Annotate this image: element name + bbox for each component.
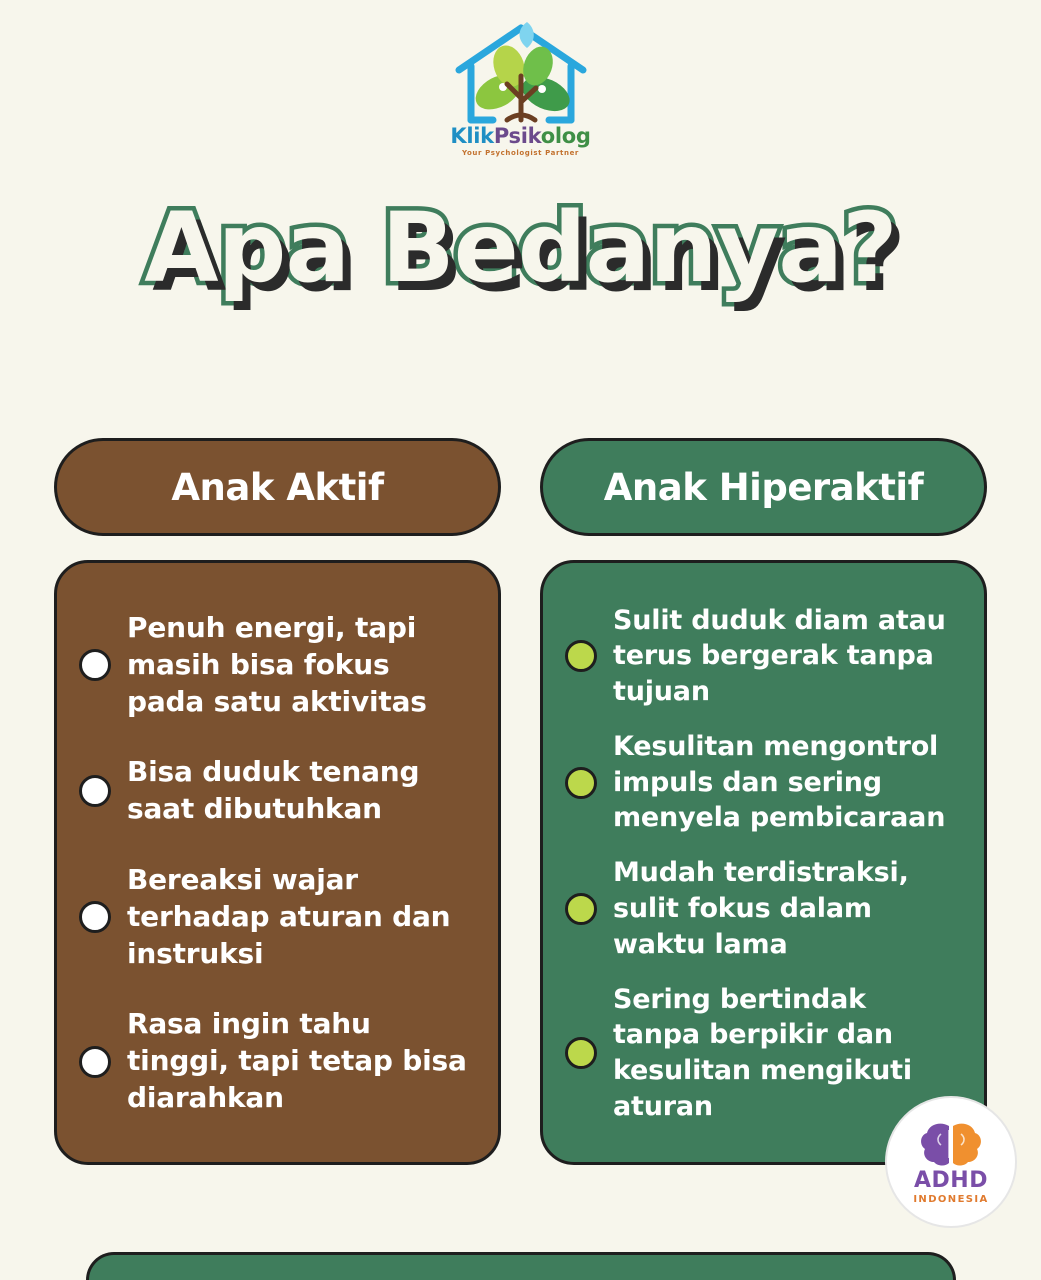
points-list-anak-hiperaktif — [565, 593, 958, 1134]
bullet-circle-icon — [79, 775, 111, 807]
point-text: Penuh energi, tapi masih bisa fokus pada satu aktivitas — [127, 610, 427, 718]
point-text: Sulit duduk diam atau terus bergerak tanpa tujuan — [613, 604, 946, 707]
bullet-circle-icon — [565, 640, 597, 672]
bullet-circle-icon — [79, 649, 111, 681]
point-text: Rasa ingin tahu tinggi, tapi tetap bisa diarahkan — [127, 1007, 467, 1115]
next-card-peek — [86, 1252, 956, 1280]
list-item — [565, 982, 958, 1125]
column-title-anak-hiperaktif: Anak Hiperaktif — [603, 465, 924, 509]
list-item — [79, 862, 472, 973]
list-item — [79, 754, 472, 828]
adhd-indonesia-badge — [885, 1096, 1017, 1228]
brand-name-part1: Klik — [450, 124, 494, 148]
column-header-anak-hiperaktif — [540, 438, 987, 536]
bullet-circle-icon — [79, 1046, 111, 1078]
point-text: Kesulitan mengontrol impuls dan sering menyela pembicaraan — [613, 731, 946, 834]
list-item — [565, 729, 958, 836]
bullet-circle-icon — [565, 893, 597, 925]
list-item — [565, 603, 958, 710]
headline-container — [0, 192, 1041, 304]
bullet-circle-icon — [79, 901, 111, 933]
column-body-anak-aktif — [54, 560, 501, 1165]
column-title-anak-aktif: Anak Aktif — [171, 465, 384, 509]
brand-tagline: Your Psychologist Partner — [461, 149, 579, 157]
column-anak-hiperaktif — [540, 438, 987, 1165]
points-list-anak-aktif — [79, 593, 472, 1134]
house-plant-logo-icon — [441, 14, 601, 132]
list-item — [565, 855, 958, 962]
brand-name-part3: olog — [540, 124, 591, 148]
column-anak-aktif — [54, 438, 501, 1165]
brain-icon — [919, 1120, 983, 1168]
bullet-circle-icon — [565, 1037, 597, 1069]
point-text: Bisa duduk tenang saat dibutuhkan — [127, 755, 420, 826]
comparison-columns — [0, 438, 1041, 1165]
brand-name-part2: Psik — [493, 124, 541, 148]
list-item — [79, 610, 472, 721]
column-body-anak-hiperaktif — [540, 560, 987, 1165]
point-text: Sering bertindak tanpa berpikir dan kesulitan mengikuti aturan — [613, 983, 912, 1122]
point-text: Bereaksi wajar terhadap aturan dan instruksi — [127, 862, 451, 970]
badge-subtitle: INDONESIA — [913, 1193, 989, 1205]
point-text: Mudah terdistraksi, sulit fokus dalam waktu lama — [613, 857, 909, 960]
column-header-anak-aktif — [54, 438, 501, 536]
badge-title: ADHD — [914, 1167, 988, 1193]
brand-logo — [0, 14, 1041, 179]
page-title: Apa Bedanya? — [144, 192, 897, 304]
bullet-circle-icon — [565, 767, 597, 799]
list-item — [79, 1006, 472, 1117]
